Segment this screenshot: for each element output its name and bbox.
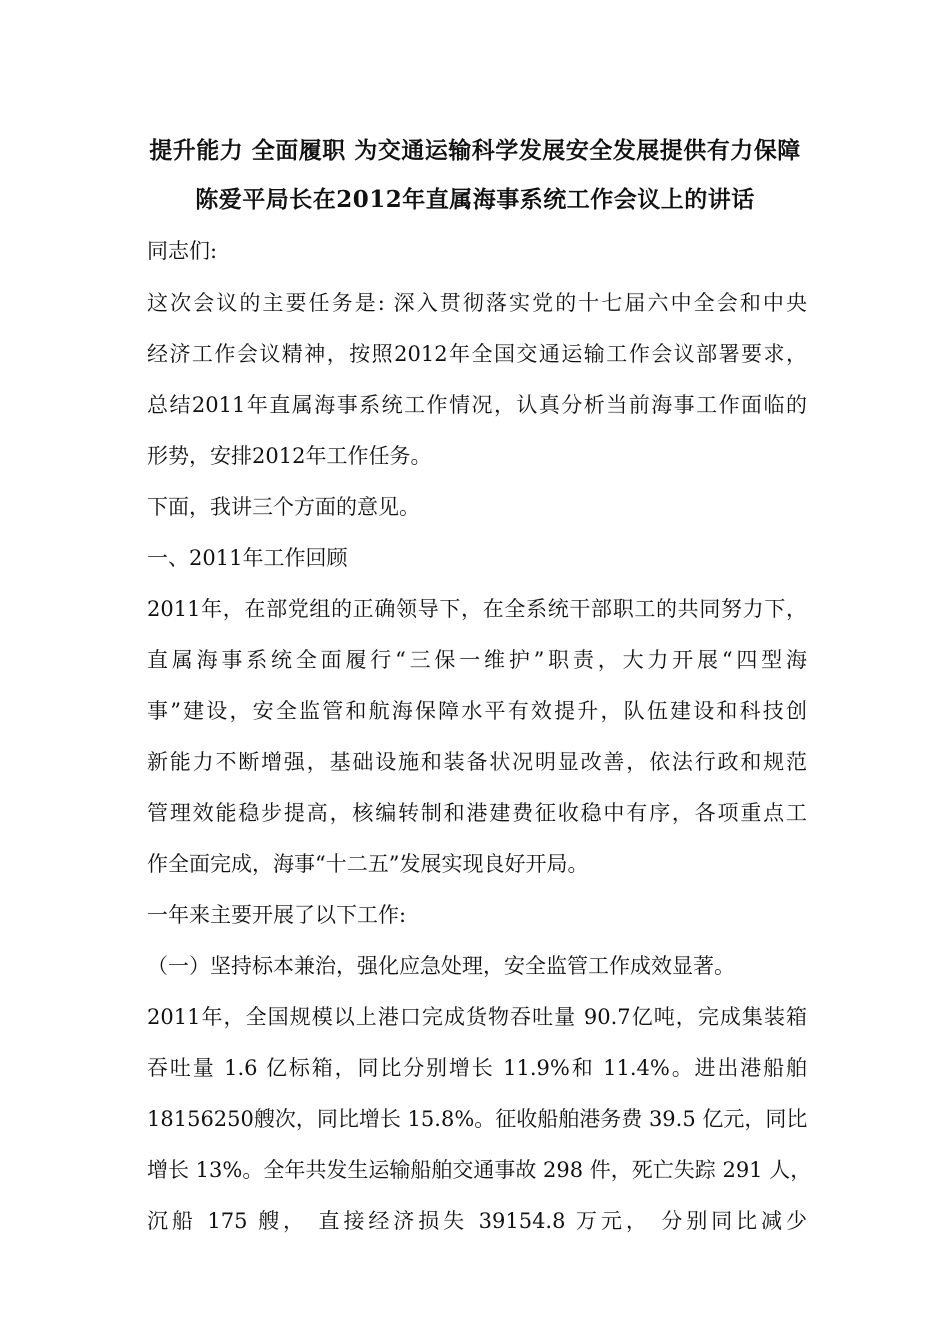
paragraph-line: 管理效能稳步提高，核编转制和港建费征收稳中有序，各项重点工 bbox=[147, 801, 807, 825]
paragraph-line: 18156250艘次，同比增长 15.8%。征收船舶港务费 39.5 亿元，同比 bbox=[147, 1107, 808, 1131]
subsection-heading: （一）坚持标本兼治，强化应急处理，安全监管工作成效显著。 bbox=[147, 954, 735, 978]
paragraph-line: 增长 13%。全年共发生运输船舶交通事故 298 件，死亡失踪 291 人， bbox=[147, 1158, 812, 1182]
paragraph-line: 新能力不断增强，基础设施和装备状况明显改善，依法行政和规范 bbox=[147, 750, 807, 774]
paragraph-line: 总结2011年直属海事系统工作情况，认真分析当前海事工作面临的 bbox=[147, 393, 807, 417]
document-subtitle: 陈爱平局长在2012年直属海事系统工作会议上的讲话 bbox=[195, 186, 755, 213]
paragraph-line: 作全面完成，海事“十二五”发展实现良好开局。 bbox=[147, 852, 589, 876]
paragraph-line: 2011年，全国规模以上港口完成货物吞吐量 90.7亿吨，完成集装箱 bbox=[147, 1005, 807, 1029]
paragraph-line: 2011年，在部党组的正确领导下，在全系统干部职工的共同努力下， bbox=[147, 597, 807, 621]
paragraph-line: 这次会议的主要任务是: 深入贯彻落实党的十七届六中全会和中央 bbox=[147, 291, 807, 315]
salutation: 同志们: bbox=[147, 239, 218, 263]
paragraph-line: 形势，安排2012年工作任务。 bbox=[147, 444, 432, 468]
paragraph-line: 直属海事系统全面履行“三保一维护”职责，大力开展“四型海 bbox=[147, 648, 807, 672]
paragraph-line: 沉船 175 艘， 直接经济损失 39154.8 万元， 分别同比减少 bbox=[147, 1209, 807, 1233]
paragraph-line: 经济工作会议精神，按照2012年全国交通运输工作会议部署要求， bbox=[147, 342, 807, 366]
paragraph-line: 一年来主要开展了以下工作: bbox=[147, 903, 407, 927]
section-heading: 一、2011年工作回顾 bbox=[147, 546, 348, 570]
document-title: 提升能力 全面履职 为交通运输科学发展安全发展提供有力保障 bbox=[149, 137, 801, 164]
paragraph-line: 吞吐量 1.6 亿标箱，同比分别增长 11.9%和 11.4%。进出港船舶 bbox=[147, 1056, 807, 1080]
paragraph-line: 事”建设，安全监管和航海保障水平有效提升，队伍建设和科技创 bbox=[147, 699, 807, 723]
paragraph-line: 下面，我讲三个方面的意见。 bbox=[147, 495, 420, 519]
